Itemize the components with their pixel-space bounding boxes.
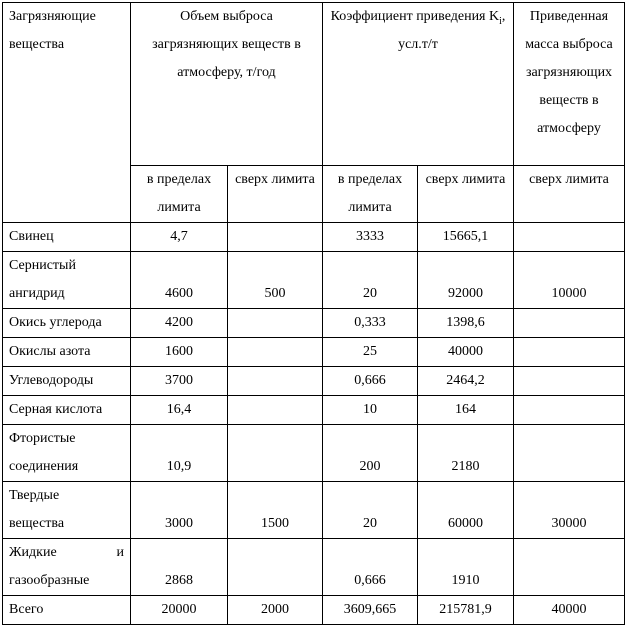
pollutant-name [3, 252, 131, 309]
pollutant-name-line1: Твердые [9, 488, 60, 503]
pollutant-name: Свинец [3, 223, 131, 252]
table-row [3, 223, 625, 252]
coef-above-limit: 2464,2 [418, 367, 514, 396]
coef-within-limit: 0,666 [323, 367, 418, 396]
mass-above-limit [514, 539, 625, 596]
table-row [3, 396, 625, 425]
coef-within-limit: 0,333 [323, 309, 418, 338]
volume-above-limit [228, 367, 323, 396]
subheader-volume-within-limit: в пределах лимита [131, 166, 228, 223]
pollutant-name-line1: Фтористые [9, 431, 76, 446]
header-coefficient-prefix: Коэффициент приведения K [330, 9, 500, 24]
volume-above-limit [228, 223, 323, 252]
mass-above-limit [514, 425, 625, 482]
volume-above-limit [228, 425, 323, 482]
coef-above-limit: 1398,6 [418, 309, 514, 338]
coef-above-limit: 1910 [418, 539, 514, 596]
pollutant-name: Всего [3, 596, 131, 625]
pollutant-name-line1: Жидкие и [9, 545, 124, 560]
pollutant-name: Углеводороды [3, 367, 131, 396]
coef-within-limit: 0,666 [323, 539, 418, 596]
volume-above-limit [228, 396, 323, 425]
header-pollutants: Загрязняющие вещества [3, 3, 131, 223]
volume-above-limit: 2000 [228, 596, 323, 625]
coef-within-limit: 20 [323, 482, 418, 539]
coef-above-limit: 215781,9 [418, 596, 514, 625]
volume-within-limit: 4,7 [131, 223, 228, 252]
subheader-mass-above-limit: сверх лимита [514, 166, 625, 223]
header-row [3, 3, 625, 166]
pollutant-name-line2: соединения [9, 459, 79, 474]
volume-above-limit [228, 338, 323, 367]
volume-within-limit: 4200 [131, 309, 228, 338]
volume-within-limit: 1600 [131, 338, 228, 367]
pollutant-name-line2: ангидрид [9, 286, 65, 301]
mass-above-limit [514, 309, 625, 338]
coef-above-limit: 60000 [418, 482, 514, 539]
pollutant-name-line1: Сернистый [9, 258, 76, 273]
coef-above-limit: 2180 [418, 425, 514, 482]
pollutant-name-line2: вещества [9, 516, 65, 531]
table-row [3, 309, 625, 338]
table-row [3, 252, 625, 309]
coef-within-limit: 10 [323, 396, 418, 425]
volume-within-limit: 4600 [131, 252, 228, 309]
table-row [3, 338, 625, 367]
pollutant-name-line2: газообразные [9, 573, 90, 588]
coef-above-limit: 15665,1 [418, 223, 514, 252]
header-reduced-mass: Приведенная масса выброса загрязняющих веществ в атмосферу [514, 3, 625, 166]
coef-within-limit: 25 [323, 338, 418, 367]
coef-above-limit: 92000 [418, 252, 514, 309]
mass-above-limit: 40000 [514, 596, 625, 625]
pollutant-name [3, 539, 131, 596]
volume-within-limit: 3000 [131, 482, 228, 539]
pollutant-name: Серная кислота [3, 396, 131, 425]
coef-within-limit: 3609,665 [323, 596, 418, 625]
subheader-volume-above-limit: сверх лимита [228, 166, 323, 223]
pollutant-name [3, 482, 131, 539]
mass-above-limit [514, 223, 625, 252]
coef-above-limit: 164 [418, 396, 514, 425]
emissions-table [2, 2, 625, 625]
header-coefficient-suffix: , усл.т/т [398, 9, 506, 52]
pollutant-name: Окислы азота [3, 338, 131, 367]
subheader-coef-within-limit: в пределах лимита [323, 166, 418, 223]
volume-above-limit [228, 309, 323, 338]
table-row-total [3, 596, 625, 625]
mass-above-limit [514, 338, 625, 367]
coef-within-limit: 3333 [323, 223, 418, 252]
mass-above-limit: 30000 [514, 482, 625, 539]
header-coefficient-subscript: i [499, 15, 502, 27]
volume-above-limit: 500 [228, 252, 323, 309]
mass-above-limit [514, 367, 625, 396]
mass-above-limit [514, 396, 625, 425]
coef-within-limit: 20 [323, 252, 418, 309]
coef-above-limit: 40000 [418, 338, 514, 367]
volume-within-limit: 3700 [131, 367, 228, 396]
header-coefficient [323, 3, 514, 166]
pollutant-name [3, 425, 131, 482]
header-emission-volume: Объем выброса загрязняющих веществ в атмосферу, т/год [131, 3, 323, 166]
volume-within-limit: 20000 [131, 596, 228, 625]
pollutant-name: Окись углерода [3, 309, 131, 338]
subheader-coef-above-limit: сверх лимита [418, 166, 514, 223]
volume-within-limit: 2868 [131, 539, 228, 596]
table-row [3, 425, 625, 482]
mass-above-limit: 10000 [514, 252, 625, 309]
coef-within-limit: 200 [323, 425, 418, 482]
volume-within-limit: 10,9 [131, 425, 228, 482]
table-row [3, 539, 625, 596]
table-row [3, 482, 625, 539]
table-row [3, 367, 625, 396]
volume-within-limit: 16,4 [131, 396, 228, 425]
volume-above-limit: 1500 [228, 482, 323, 539]
volume-above-limit [228, 539, 323, 596]
